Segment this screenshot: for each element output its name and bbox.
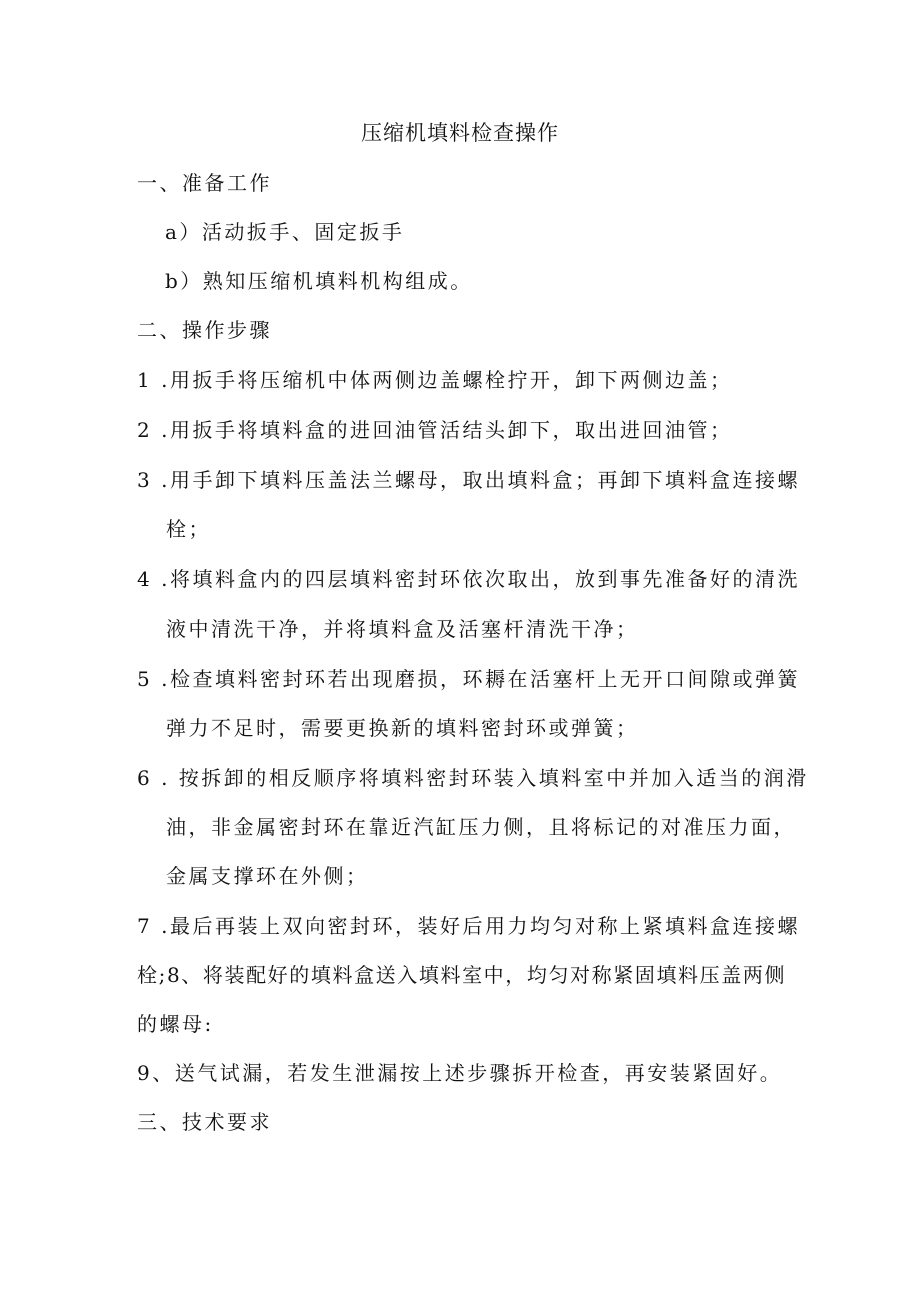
document-title: 压缩机填料检查操作: [361, 121, 559, 145]
step-7-cont-8: 栓;8、将装配好的填料盒送入填料室中，均匀对称紧固填料压盖两侧: [137, 963, 787, 987]
step-4: 4 .将填料盒内的四层填料密封环依次取出，放到事先准备好的清洗: [137, 567, 800, 591]
step-6: 6 . 按拆卸的相反顺序将填料密封环装入填料室中并加入适当的润滑: [137, 766, 809, 790]
prep-item-a: a）活动扳手、固定扳手: [165, 220, 405, 244]
step-5-cont: 弹力不足时，需要更换新的填料密封环或弹簧；: [166, 716, 639, 740]
step-4-cont: 液中清洗干净，并将填料盒及活塞杆清洗干净；: [166, 617, 639, 641]
step-8-cont: 的螺母:: [137, 1012, 214, 1036]
section-heading-prep: 一、准备工作: [137, 171, 272, 195]
section-heading-tech: 三、技术要求: [137, 1110, 272, 1134]
section-heading-steps: 二、操作步骤: [137, 318, 272, 342]
step-6-cont-1: 油，非金属密封环在靠近汽缸压力侧，且将标记的对准压力面，: [166, 815, 796, 839]
step-9: 9、送气试漏，若发生泄漏按上述步骤拆开检查，再安装紧固好。: [137, 1061, 783, 1085]
step-2: 2 .用扳手将填料盒的进回油管活结头卸下，取出进回油管；: [137, 418, 733, 442]
step-6-cont-2: 金属支撑环在外侧；: [166, 864, 369, 888]
step-3-cont: 栓；: [166, 517, 211, 541]
step-3: 3 .用手卸下填料压盖法兰螺母，取出填料盒；再卸下填料盒连接螺: [137, 468, 800, 492]
step-7: 7 .最后再装上双向密封环，装好后用力均匀对称上紧填料盒连接螺: [137, 914, 800, 938]
prep-item-b: b）熟知压缩机填料机构组成。: [165, 269, 473, 293]
step-1: 1 .用扳手将压缩机中体两侧边盖螺栓拧开，卸下两侧边盖；: [137, 368, 733, 392]
step-5: 5 .检查填料密封环若出现磨损，环耨在活塞杆上无开口间隙或弹簧: [137, 667, 800, 691]
